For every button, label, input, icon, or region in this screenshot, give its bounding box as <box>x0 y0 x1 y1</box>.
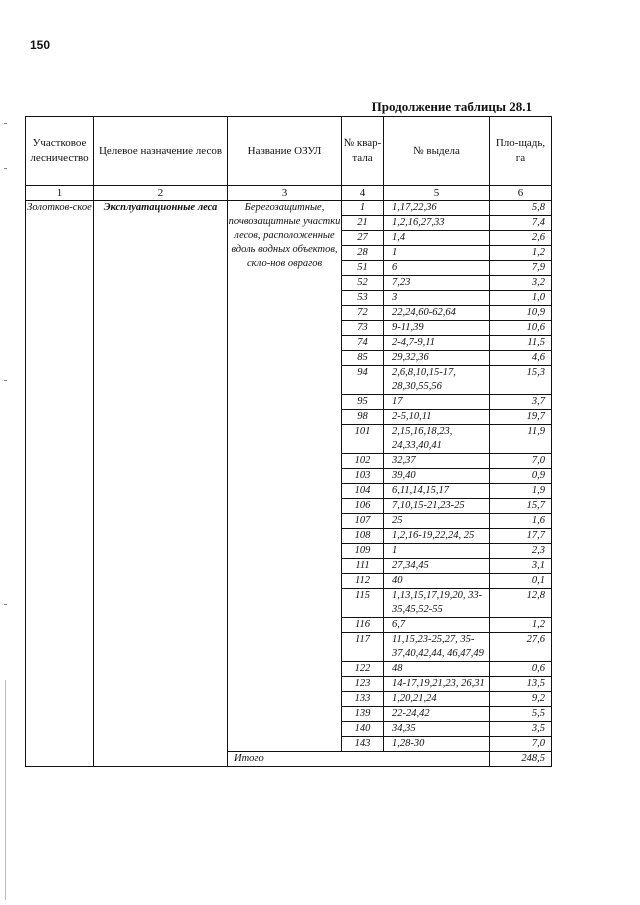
table-caption: Продолжение таблицы 28.1 <box>371 99 532 114</box>
column-number: 2 <box>94 186 228 201</box>
quarter-cell: 106 <box>342 499 384 514</box>
allotment-cell: 34,35 <box>384 722 490 737</box>
quarter-cell: 85 <box>342 351 384 366</box>
allotment-cell: 11,15,23-25,27, 35-37,40,42,44, 46,47,49 <box>384 633 490 662</box>
allotment-cell: 40 <box>384 574 490 589</box>
header-area: Пло-щадь, га <box>490 117 552 186</box>
header-ozul-name: Название ОЗУЛ <box>228 117 342 186</box>
quarter-cell: 98 <box>342 410 384 425</box>
quarter-cell: 139 <box>342 707 384 722</box>
quarter-cell: 123 <box>342 677 384 692</box>
total-value: 248,5 <box>490 752 552 767</box>
allotment-cell: 3 <box>384 291 490 306</box>
quarter-cell: 94 <box>342 366 384 395</box>
allotment-cell: 6,7 <box>384 618 490 633</box>
area-cell: 5,5 <box>490 707 552 722</box>
column-number: 1 <box>26 186 94 201</box>
area-cell: 7,4 <box>490 216 552 231</box>
area-cell: 10,9 <box>490 306 552 321</box>
allotment-cell: 1,2,16-19,22,24, 25 <box>384 529 490 544</box>
allotment-cell: 9-11,39 <box>384 321 490 336</box>
quarter-cell: 133 <box>342 692 384 707</box>
quarter-cell: 108 <box>342 529 384 544</box>
area-cell: 15,7 <box>490 499 552 514</box>
area-cell: 17,7 <box>490 529 552 544</box>
quarter-cell: 116 <box>342 618 384 633</box>
quarter-cell: 95 <box>342 395 384 410</box>
allotment-cell: 14-17,19,21,23, 26,31 <box>384 677 490 692</box>
header-quarter: № квар-тала <box>342 117 384 186</box>
area-cell: 4,6 <box>490 351 552 366</box>
allotment-cell: 39,40 <box>384 469 490 484</box>
column-number: 3 <box>228 186 342 201</box>
purpose-cell: Эксплуатационные леса <box>94 201 228 767</box>
column-number: 4 <box>342 186 384 201</box>
page-number: 150 <box>30 38 51 52</box>
quarter-cell: 53 <box>342 291 384 306</box>
allotment-cell: 7,10,15-21,23-25 <box>384 499 490 514</box>
area-cell: 9,2 <box>490 692 552 707</box>
page-edge-shadow <box>5 680 6 900</box>
quarter-cell: 140 <box>342 722 384 737</box>
quarter-cell: 107 <box>342 514 384 529</box>
area-cell: 11,9 <box>490 425 552 454</box>
allotment-cell: 2,15,16,18,23, 24,33,40,41 <box>384 425 490 454</box>
quarter-cell: 112 <box>342 574 384 589</box>
area-cell: 19,7 <box>490 410 552 425</box>
table-row <box>26 201 552 216</box>
column-number: 6 <box>490 186 552 201</box>
header-allotment: № выдела <box>384 117 490 186</box>
allotment-cell: 25 <box>384 514 490 529</box>
area-cell: 7,0 <box>490 454 552 469</box>
area-cell: 5,8 <box>490 201 552 216</box>
quarter-cell: 109 <box>342 544 384 559</box>
column-number-row <box>26 186 552 201</box>
allotment-cell: 2-4,7-9,11 <box>384 336 490 351</box>
header-forestry: Участковое лесничество <box>26 117 94 186</box>
area-cell: 1,2 <box>490 618 552 633</box>
quarter-cell: 102 <box>342 454 384 469</box>
area-cell: 10,6 <box>490 321 552 336</box>
total-label: Итого <box>228 752 490 767</box>
quarter-cell: 103 <box>342 469 384 484</box>
area-cell: 2,6 <box>490 231 552 246</box>
quarter-cell: 104 <box>342 484 384 499</box>
allotment-cell: 1,2,16,27,33 <box>384 216 490 231</box>
quarter-cell: 143 <box>342 737 384 752</box>
forestry-cell: Золотков-ское <box>26 201 94 767</box>
allotment-cell: 22-24,42 <box>384 707 490 722</box>
column-number: 5 <box>384 186 490 201</box>
allotment-cell: 6 <box>384 261 490 276</box>
area-cell: 1,9 <box>490 484 552 499</box>
quarter-cell: 74 <box>342 336 384 351</box>
area-cell: 13,5 <box>490 677 552 692</box>
area-cell: 1,6 <box>490 514 552 529</box>
area-cell: 11,5 <box>490 336 552 351</box>
allotment-cell: 1,4 <box>384 231 490 246</box>
quarter-cell: 73 <box>342 321 384 336</box>
quarter-cell: 27 <box>342 231 384 246</box>
area-cell: 2,3 <box>490 544 552 559</box>
allotment-cell: 1 <box>384 246 490 261</box>
area-cell: 1,2 <box>490 246 552 261</box>
allotment-cell: 17 <box>384 395 490 410</box>
allotment-cell: 27,34,45 <box>384 559 490 574</box>
quarter-cell: 21 <box>342 216 384 231</box>
header-purpose: Целевое назначение лесов <box>94 117 228 186</box>
area-cell: 3,7 <box>490 395 552 410</box>
allotment-cell: 32,37 <box>384 454 490 469</box>
header-row <box>26 117 552 186</box>
allotment-cell: 22,24,60-62,64 <box>384 306 490 321</box>
allotment-cell: 48 <box>384 662 490 677</box>
area-cell: 12,8 <box>490 589 552 618</box>
area-cell: 0,1 <box>490 574 552 589</box>
area-cell: 1,0 <box>490 291 552 306</box>
allotment-cell: 2-5,10,11 <box>384 410 490 425</box>
quarter-cell: 115 <box>342 589 384 618</box>
quarter-cell: 122 <box>342 662 384 677</box>
area-cell: 27,6 <box>490 633 552 662</box>
quarter-cell: 1 <box>342 201 384 216</box>
area-cell: 7,9 <box>490 261 552 276</box>
allotment-cell: 29,32,36 <box>384 351 490 366</box>
allotment-cell: 1,17,22,36 <box>384 201 490 216</box>
ozul-name-cell: Берегозащитные, почвозащитные участки лесов, расположенные вдоль водных объектов, скло-нов оврагов <box>228 201 342 752</box>
quarter-cell: 101 <box>342 425 384 454</box>
allotment-cell: 7,23 <box>384 276 490 291</box>
area-cell: 3,5 <box>490 722 552 737</box>
data-table <box>25 116 552 767</box>
allotment-cell: 1,20,21,24 <box>384 692 490 707</box>
area-cell: 0,6 <box>490 662 552 677</box>
allotment-cell: 1 <box>384 544 490 559</box>
allotment-cell: 2,6,8,10,15-17, 28,30,55,56 <box>384 366 490 395</box>
allotment-cell: 1,28-30 <box>384 737 490 752</box>
area-cell: 15,3 <box>490 366 552 395</box>
area-cell: 0,9 <box>490 469 552 484</box>
quarter-cell: 52 <box>342 276 384 291</box>
area-cell: 3,1 <box>490 559 552 574</box>
area-cell: 3,2 <box>490 276 552 291</box>
quarter-cell: 28 <box>342 246 384 261</box>
allotment-cell: 1,13,15,17,19,20, 33-35,45,52-55 <box>384 589 490 618</box>
quarter-cell: 117 <box>342 633 384 662</box>
quarter-cell: 72 <box>342 306 384 321</box>
area-cell: 7,0 <box>490 737 552 752</box>
quarter-cell: 111 <box>342 559 384 574</box>
allotment-cell: 6,11,14,15,17 <box>384 484 490 499</box>
quarter-cell: 51 <box>342 261 384 276</box>
